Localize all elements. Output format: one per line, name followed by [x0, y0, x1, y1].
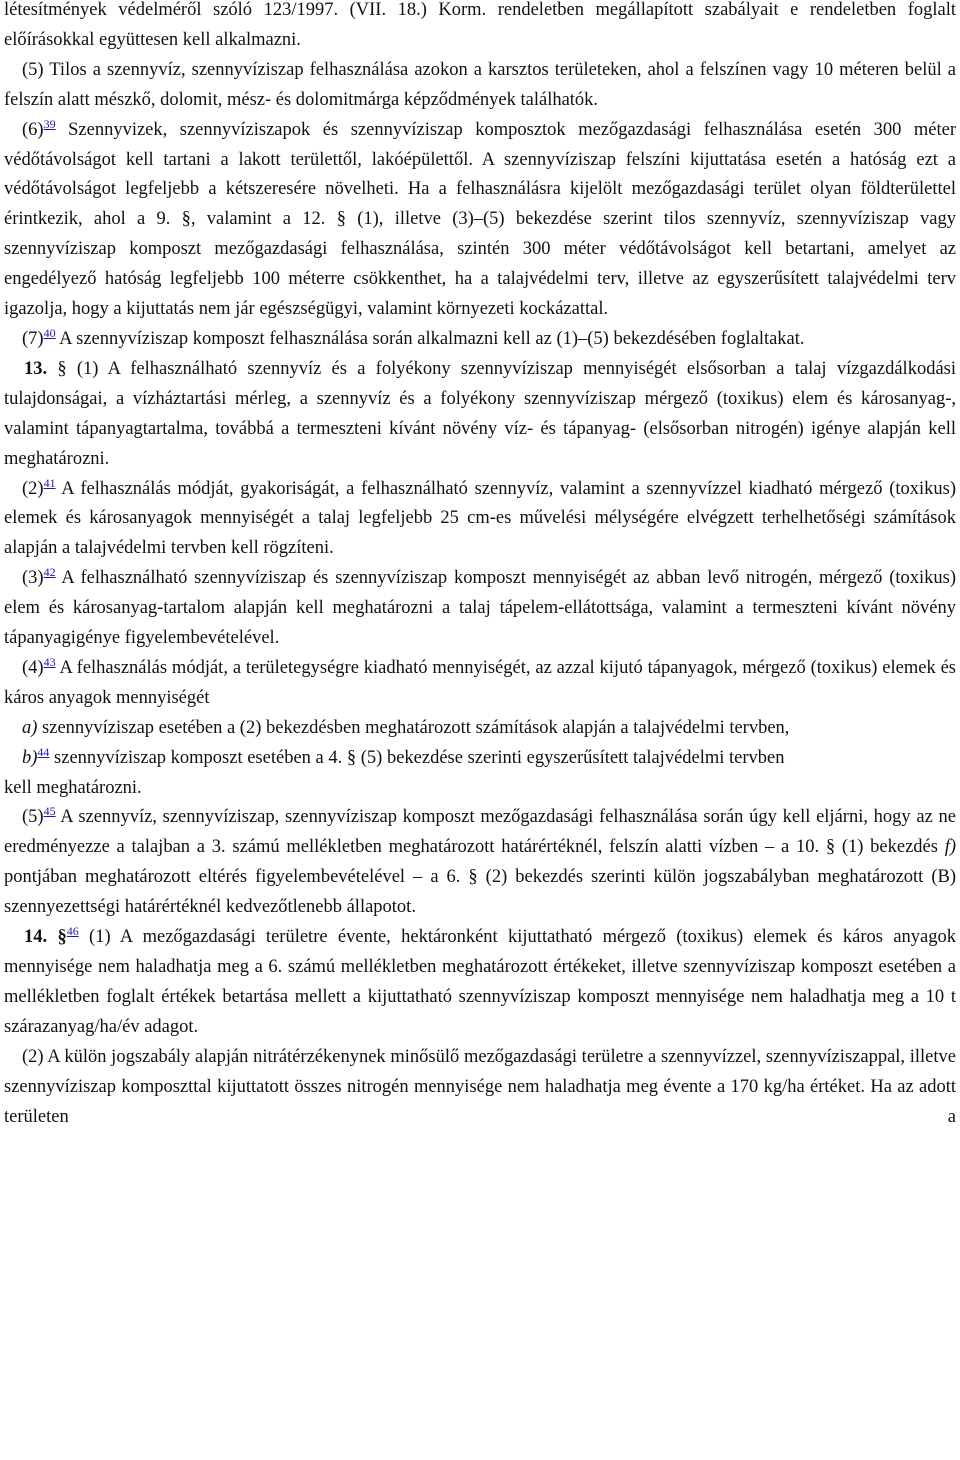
section-13-paragraph-3 — [4, 564, 956, 654]
paragraph-text: kell meghatározni. — [4, 777, 142, 798]
section-sign: § — [47, 927, 67, 948]
footnote-link-45[interactable]: 45 — [43, 804, 56, 819]
paragraph-text: A felhasználás módját, gyakoriságát, a felhasználható szennyvíz, valamint a szennyvízzel kiadható mérgező (toxikus) elemek és károsanyagok mennyiségét a talaj legfeljebb 25 cm-es művelési mélységére elvégzett terhelhetőségi számítások alapján a talajvédelmi tervben kell rögzíteni. — [4, 478, 956, 559]
paragraph-5 — [4, 56, 956, 116]
paragraph-text: (5) Tilos a szennyvíz, szennyvíziszap felhasználása azokon a karsztos területeken, ahol a felszínen vagy 10 méteren belül a felszín alatt mészkő, dolomit, mész- és dolomitmárga képződmények találhatók. — [4, 59, 956, 110]
paragraph-text: (1) A mezőgazdasági területre évente, hektáronként kijuttatható mérgező (toxikus) elemek és káros anyagok mennyisége nem haladhatja meg a 6. számú mellékletben meghatározott értékeket, illetve szennyvíziszap komposzt esetében a mellékletben foglalt értékek betartása mellett a kijuttatható szennyvíziszap komposzt mennyisége nem haladhatja meg a 10 t szárazanyag/ha/év adagot. — [4, 927, 957, 1037]
list-item-label: b) — [22, 747, 38, 768]
list-item-a — [4, 714, 956, 744]
section-13-paragraph-1 — [4, 355, 956, 475]
paragraph-closing — [4, 774, 956, 804]
footnote-link-40[interactable]: 40 — [43, 325, 56, 340]
paragraph-text: § (1) A felhasználható szennyvíz és a folyékony szennyvíziszap mennyiségét elsősorban a talaj vízgazdálkodási tulajdonságai, a vízháztartási mérleg, a szennyvíz és a folyékony szennyvíziszap mérgező (toxikus) elem és károsanyag-, valamint tápanyagtartalma, továbbá a termeszteni kívánt növény víz- és tápanyag- (elsősorban nitrogén) igénye alapján kell meghatározni. — [4, 358, 956, 469]
paragraph-text: A szennyvíz, szennyvíziszap, szennyvíziszap komposzt mezőgazdasági felhasználása során úgy kell eljárni, hogy az ne eredményezze a talajban a 3. számú mellékletben meghatározott határértéknél, felszín alatti vízben – a 10. § (1) bekezdés — [4, 807, 956, 858]
paragraph-number: (4) — [22, 657, 44, 678]
list-item-b — [4, 744, 956, 774]
paragraph-number: (6) — [22, 119, 44, 140]
paragraph-text: A felhasználás módját, a területegységre kiadható mennyiségét, az azzal kijutó tápanyagok, mérgező (toxikus) elemek és káros anyagok mennyiségét — [4, 657, 956, 708]
paragraph-text: szennyvíziszap komposzt esetében a 4. § (5) bekezdése szerinti egyszerűsített talajvédelmi tervben — [49, 747, 785, 768]
section-13-paragraph-2 — [4, 475, 956, 565]
paragraph-text: pontjában meghatározott eltérés figyelembevételével – a 6. § (2) bekezdés szerinti külön jogszabályban meghatározott (B) szennyezettségi határértéknél kedvezőtlenebb állapotot. — [4, 867, 956, 918]
section-number: 14. — [24, 927, 48, 948]
section-13-paragraph-5 — [4, 803, 956, 923]
section-14-paragraph-1 — [4, 923, 956, 1043]
footnote-link-43[interactable]: 43 — [43, 654, 56, 669]
paragraph-7 — [4, 325, 956, 355]
paragraph-number: (5) — [22, 807, 44, 828]
list-item-label: a) — [22, 717, 38, 738]
paragraph-6 — [4, 116, 956, 325]
paragraph-text: létesítmények védelméről szóló 123/1997. (VII. 18.) Korm. rendeletben megállapított szabályait e rendeletben foglalt előírásokkal együttesen kell alkalmazni. — [4, 0, 956, 50]
paragraph-number: (3) — [22, 568, 44, 589]
section-number: 13. — [24, 358, 48, 379]
footnote-link-46[interactable]: 46 — [66, 924, 79, 939]
footnote-link-39[interactable]: 39 — [43, 116, 56, 131]
paragraph-text: szennyvíziszap esetében a (2) bekezdésben meghatározott számítások alapján a talajvédelmi tervben, — [37, 717, 790, 738]
footnote-link-44[interactable]: 44 — [37, 744, 50, 759]
paragraph-text: (2) A külön jogszabály alapján nitrátérzékenynek minősülő mezőgazdasági területre a szennyvízzel, szennyvíziszappal, illetve szennyvíziszap komposzttal kijuttatott összes nitrogén mennyisége nem haladhatja meg évente a 170 kg/ha értéket. Ha az adott területen a — [4, 1046, 956, 1127]
paragraph-text: Szennyvizek, szennyvíziszapok és szennyvíziszap komposztok mezőgazdasági felhasználása esetén 300 méter védőtávolságot kell tartani a lakott területtől, lakóépülettől. A szennyvíziszap felszíni kijuttatása esetén a hatóság ezt a védőtávolságot legfeljebb a kétszeresére növelheti. Ha a felhasználásra kijelölt mezőgazdasági terület olyan földterülettel érintkezik, ahol a 9. §, valamint a 12. § (1), illetve (3)–(5) bekezdése szerint tilos szennyvíz, szennyvíziszap vagy szennyvíziszap komposzt mezőgazdasági felhasználása, szintén 300 méter védőtávolságot kell betartani, amelyet az engedélyező hatóság legfeljebb 100 méterre csökkenthet, ha a talajvédelmi terv, illetve az egyszerűsített talajvédelmi terv igazolja, hogy a kijuttatás nem jár egészségügyi, valamint környezeti kockázattal. — [4, 119, 956, 320]
footnote-link-41[interactable]: 41 — [43, 475, 56, 490]
section-14-paragraph-2 — [4, 1043, 956, 1133]
paragraph-number: (7) — [22, 328, 44, 349]
paragraph-text: A szennyvíziszap komposzt felhasználása során alkalmazni kell az (1)–(5) bekezdésében foglaltakat. — [55, 328, 805, 349]
paragraph-continuation — [4, 0, 956, 56]
paragraph-number: (2) — [22, 478, 44, 499]
footnote-link-42[interactable]: 42 — [43, 565, 56, 580]
paragraph-text: A felhasználható szennyvíziszap és szennyvíziszap komposzt mennyiségét az abban levő nitrogén, mérgező (toxikus) elem és károsanyag-tartalom alapján kell meghatározni a talaj tápelem-ellátottsága, valamint a termeszteni kívánt növény tápanyagigénye figyelembevételével. — [4, 568, 956, 649]
section-13-paragraph-4 — [4, 654, 956, 714]
point-label: f) — [944, 837, 956, 858]
